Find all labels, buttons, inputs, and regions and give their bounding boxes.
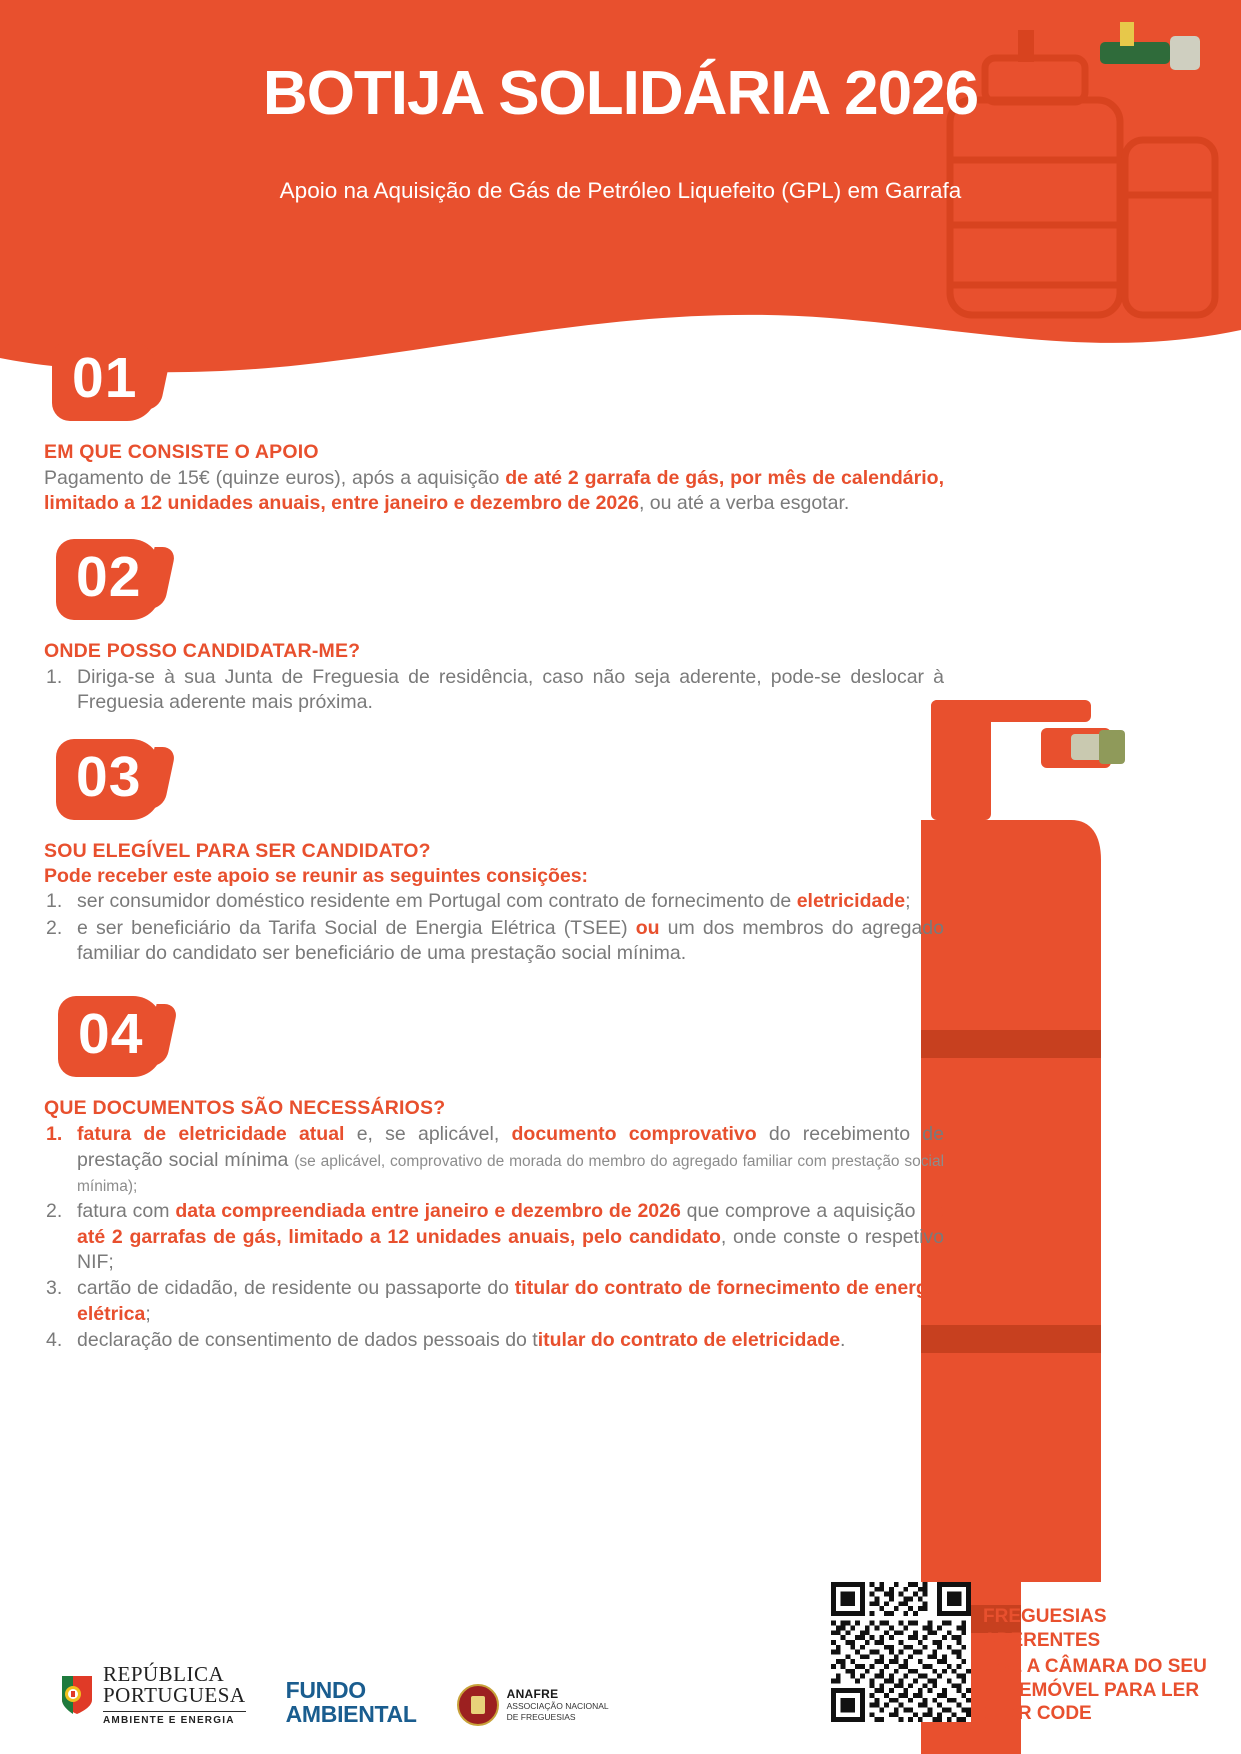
footer-logo-group	[60, 1664, 609, 1726]
section-title-02: ONDE POSSO CANDIDATAR-ME?	[44, 639, 361, 662]
text-part: e, se aplicável,	[344, 1123, 512, 1146]
text-part-note: (se aplicável, comprovativo de morada do membro do agregado familiar com prestação social mínima);	[77, 1152, 945, 1196]
list-item-number: 3.	[46, 1277, 63, 1300]
fundo-line2: AMBIENTAL	[285, 1700, 417, 1727]
qr-instruction-text: USE A CÂMARA DO SEU TELEMÓVEL PARA LER O QR CODE	[983, 1655, 1207, 1725]
list-item-number: 1.	[46, 665, 63, 688]
section-03	[44, 739, 944, 966]
list-item	[44, 1328, 944, 1353]
logo-republica-portuguesa	[60, 1664, 246, 1726]
poster-content	[44, 340, 944, 1360]
text-part: e ser beneficiário da Tarifa Social de Energia Elétrica (TSEE)	[77, 916, 636, 939]
qr-heading-line1: FREGUESIAS	[983, 1606, 1107, 1628]
text-part: ser consumidor doméstico residente em Portugal com contrato de fornecimento de	[77, 890, 797, 913]
text-part-bold: de até 2 garrafa de gás, por mês de calendário, limitado a 12 unidades anuais, entre janeiro e dezembro de 2026	[44, 467, 944, 515]
list-item-number: 4.	[46, 1329, 63, 1352]
text-part: , onde conste o respetivo NIF;	[77, 1225, 944, 1274]
text-part: Diriga-se à sua Junta de Freguesia de residência, caso não seja aderente, pode-se deslocar à Freguesia aderente mais próxima.	[77, 665, 944, 714]
text-part: fatura com	[77, 1200, 176, 1223]
list-item-number: 1.	[46, 890, 63, 913]
qr-code-image[interactable]	[831, 1582, 971, 1722]
text-part-bold: de até 2 garrafas de gás, limitado a 12 unidades anuais, pelo candidato	[77, 1200, 944, 1248]
section-badge-03: 03	[56, 739, 161, 820]
list-item-number: 1.	[46, 1123, 63, 1146]
logo-fundo-ambiental	[286, 1678, 417, 1726]
republica-text	[103, 1664, 246, 1726]
section-badge-02: 02	[56, 539, 161, 620]
qr-heading-line2: ADERENTES	[983, 1630, 1101, 1651]
list-item-number: 2.	[46, 916, 63, 939]
anafre-subtitle-line1: ASSOCIAÇÃO NACIONAL	[506, 1701, 609, 1712]
text-part-bold: titular do contrato de fornecimento de energia elétrica	[77, 1277, 944, 1325]
section-list-04	[44, 1122, 944, 1353]
text-part: um dos membros do agregado familiar do candidato ser beneficiário de uma prestação social mínima.	[77, 916, 944, 965]
section-body-01	[44, 466, 944, 517]
section-badge-04: 04	[58, 996, 163, 1077]
republica-line1: REPÚBLICA	[103, 1662, 225, 1686]
text-part: do recebimento de prestação social mínima	[77, 1123, 944, 1171]
anafre-seal-icon	[457, 1684, 499, 1726]
text-part: que comprove a aquisição	[680, 1200, 922, 1223]
list-item	[44, 889, 944, 914]
list-item	[44, 1276, 944, 1327]
qr-panel	[821, 1554, 1241, 1754]
logo-anafre	[457, 1684, 609, 1726]
section-title-01: EM QUE CONSISTE O APOIO	[44, 441, 319, 463]
text-part: declaração de consentimento de dados pessoais do t	[77, 1329, 538, 1352]
anafre-text	[507, 1687, 609, 1722]
fundo-line1: FUNDO	[285, 1676, 366, 1703]
text-part-bold: data compreendiada entre janeiro e dezembro de 2026	[175, 1200, 681, 1223]
section-list-02	[44, 665, 944, 716]
list-item	[44, 665, 944, 716]
qr-instructions	[983, 1605, 1213, 1726]
list-item	[44, 1199, 944, 1275]
list-item	[44, 916, 944, 967]
republica-line2: PORTUGUESA	[103, 1683, 246, 1707]
anafre-subtitle-line2: DE FREGUESIAS	[506, 1712, 576, 1722]
page-subtitle: Apoio na Aquisição de Gás de Petróleo Liquefeito (GPL) em Garrafa	[279, 178, 962, 203]
text-part-bold: itular do contrato de eletricidade	[537, 1329, 841, 1352]
text-part-bold: documento comprovativo	[511, 1123, 757, 1146]
list-item	[44, 1122, 944, 1198]
text-part: ;	[905, 890, 911, 913]
section-02	[44, 539, 944, 716]
section-04	[44, 996, 944, 1353]
republica-line3: AMBIENTE E ENERGIA	[103, 1711, 246, 1726]
section-01	[44, 340, 944, 517]
section-list-03	[44, 889, 944, 966]
page-title: BOTIJA SOLIDÁRIA 2026	[262, 59, 979, 128]
text-part-bold: fatura de eletricidade atual	[77, 1123, 345, 1146]
text-part-bold: eletricidade	[796, 890, 906, 913]
anafre-name: ANAFRE	[506, 1687, 559, 1702]
section-title-03: SOU ELEGÍVEL PARA SER CANDIDATO?	[44, 840, 431, 863]
section-subtitle-03: Pode receber este apoio se reunir as seguintes consições:	[44, 865, 589, 888]
text-part-bold: ou	[635, 916, 660, 939]
text-part: Pagamento de 15€ (quinze euros), após a aquisição	[44, 467, 506, 489]
text-part: cartão de cidadão, de residente ou passaporte do	[77, 1277, 515, 1300]
text-part: .	[840, 1329, 846, 1352]
section-title-04: QUE DOCUMENTOS SÃO NECESSÁRIOS?	[44, 1097, 446, 1120]
list-item-number: 2.	[46, 1200, 63, 1223]
text-part: ;	[145, 1302, 151, 1325]
text-part: , ou até a verba esgotar.	[638, 492, 850, 515]
section-badge-01: 01	[52, 340, 157, 421]
portuguese-shield-icon	[60, 1674, 94, 1716]
